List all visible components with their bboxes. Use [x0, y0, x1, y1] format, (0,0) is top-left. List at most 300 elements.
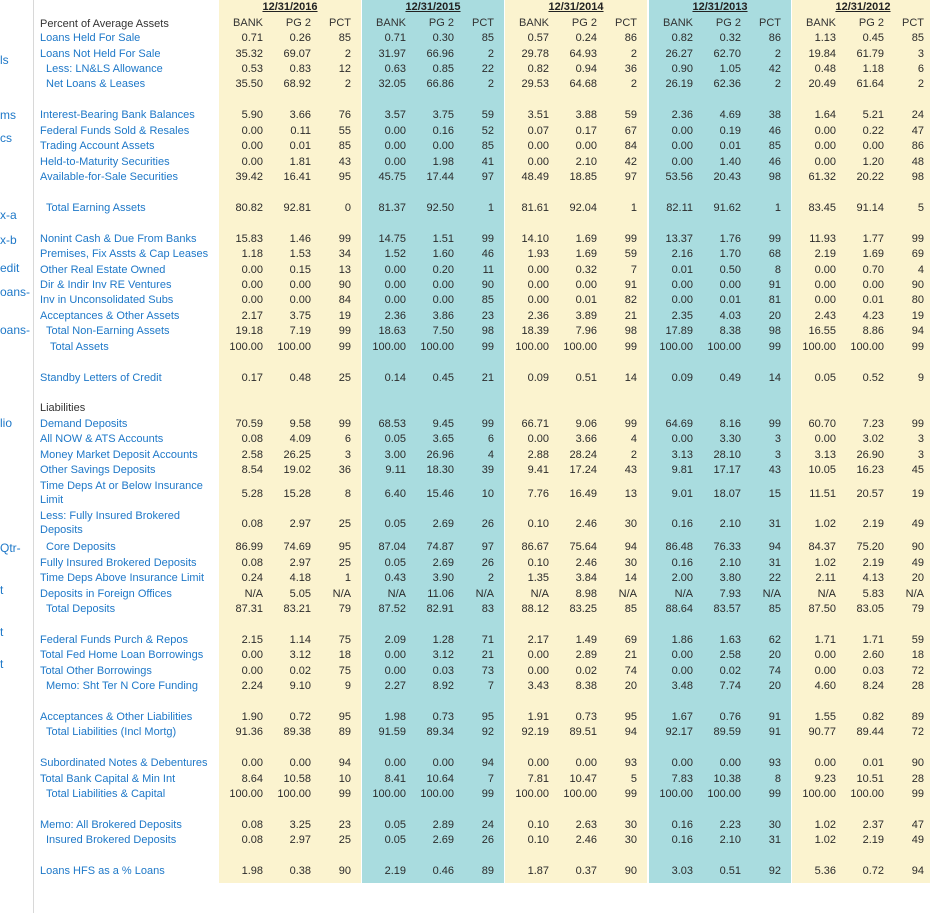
- bank-col-header: BANK: [663, 17, 693, 29]
- row-label[interactable]: Dir & Indir Inv RE Ventures: [40, 279, 172, 291]
- bank-value: 2.58: [241, 449, 263, 461]
- bank-col-header: BANK: [376, 17, 406, 29]
- percentile-value: 1: [487, 202, 494, 214]
- bank-value: 0.08: [241, 518, 263, 530]
- peer-value: 5.21: [862, 109, 884, 121]
- peer-value: 20.57: [856, 488, 884, 500]
- percentile-value: 79: [338, 603, 351, 615]
- row-label[interactable]: All NOW & ATS Accounts: [40, 433, 164, 445]
- peer-value: 100.00: [707, 341, 741, 353]
- percentile-value: 4: [630, 433, 637, 445]
- peer-value: 0.15: [289, 264, 311, 276]
- row-label[interactable]: Memo: Sht Ter N Core Funding: [46, 680, 199, 692]
- bank-value: 3.48: [671, 680, 693, 692]
- peer-value: 15.46: [426, 488, 454, 500]
- peer-value: 1.81: [289, 156, 311, 168]
- row-label[interactable]: Other Savings Deposits: [40, 464, 156, 476]
- stub-fragment: t: [0, 657, 4, 671]
- peer-value: 2.23: [719, 819, 741, 831]
- peer-value: 0.38: [289, 865, 311, 877]
- peer-value: 0.73: [432, 711, 454, 723]
- stub-fragment: ls: [0, 53, 9, 67]
- percentile-value: 94: [624, 726, 637, 738]
- peer-value: 2.69: [432, 518, 454, 530]
- bank-value: 0.01: [671, 264, 693, 276]
- peer-value: 2.46: [575, 557, 597, 569]
- percentile-value: 81: [768, 294, 781, 306]
- bank-col-header: BANK: [233, 17, 263, 29]
- bank-value: 0.00: [527, 294, 549, 306]
- row-label[interactable]: Demand Deposits: [40, 418, 128, 430]
- bank-value: 0.00: [241, 757, 263, 769]
- bank-value: 0.00: [671, 294, 693, 306]
- percentile-value: 83: [481, 603, 494, 615]
- percentile-value: 72: [911, 726, 924, 738]
- peer-value: 0.00: [862, 279, 884, 291]
- row-label[interactable]: Insured Brokered Deposits: [46, 834, 177, 846]
- row-label[interactable]: Total Other Borrowings: [40, 665, 152, 677]
- row-label[interactable]: Total Liabilities & Capital: [46, 788, 166, 800]
- peer-value: 1.46: [289, 233, 311, 245]
- percentile-value: 23: [481, 310, 494, 322]
- bank-value: 87.50: [808, 603, 836, 615]
- peer-value: 1.18: [862, 63, 884, 75]
- bank-value: 0.08: [241, 834, 263, 846]
- percentile-value: 91: [768, 726, 781, 738]
- peer-value: 1.76: [719, 233, 741, 245]
- bank-value: 0.00: [671, 649, 693, 661]
- pct-col-header: PCT: [759, 17, 781, 29]
- peer-value: 2.19: [862, 557, 884, 569]
- percentile-value: 69: [624, 634, 637, 646]
- row-label[interactable]: Total Liabilities (Incl Mortg): [46, 726, 177, 738]
- bank-value: 0.00: [814, 279, 836, 291]
- percentile-value: 71: [481, 634, 494, 646]
- percentile-value: 94: [338, 757, 351, 769]
- bank-value: 87.04: [378, 541, 406, 553]
- percentile-value: 3: [774, 433, 781, 445]
- percentile-value: 99: [768, 341, 781, 353]
- percentile-value: 90: [911, 541, 924, 553]
- row-label[interactable]: Less: LN&LS Allowance: [46, 63, 163, 75]
- bank-value: 7.83: [671, 773, 693, 785]
- percentile-value: 99: [338, 788, 351, 800]
- peer-value: 3.66: [289, 109, 311, 121]
- bank-value: 0.00: [384, 125, 406, 137]
- percentile-value: 75: [338, 665, 351, 677]
- row-label[interactable]: Trading Account Assets: [40, 140, 155, 152]
- peer-value: 2.89: [432, 819, 454, 831]
- peer-value: 2.89: [575, 649, 597, 661]
- bank-value: 0.00: [384, 264, 406, 276]
- bank-value: 1.93: [527, 248, 549, 260]
- row-label[interactable]: Memo: All Brokered Deposits: [40, 819, 182, 831]
- bank-value: 0.63: [384, 63, 406, 75]
- peer-value: 0.51: [575, 372, 597, 384]
- bank-value: 8.41: [384, 773, 406, 785]
- percentile-value: 99: [624, 233, 637, 245]
- percentile-value: 25: [338, 518, 351, 530]
- percentile-value: 3: [917, 48, 924, 60]
- bank-value: 5.28: [241, 488, 263, 500]
- bank-value: 31.97: [378, 48, 406, 60]
- peer-value: 1.69: [575, 233, 597, 245]
- peer-value: 100.00: [420, 341, 454, 353]
- bank-value: 100.00: [802, 341, 836, 353]
- bank-value: 0.71: [384, 32, 406, 44]
- bank-value: 9.41: [527, 464, 549, 476]
- peer-value: 83.05: [856, 603, 884, 615]
- bank-value: 0.00: [241, 665, 263, 677]
- bank-value: 48.49: [521, 171, 549, 183]
- peer-value: 7.50: [432, 325, 454, 337]
- percentile-value: 10: [481, 488, 494, 500]
- bank-value: 0.00: [241, 125, 263, 137]
- row-label[interactable]: Held-to-Maturity Securities: [40, 156, 170, 168]
- percentile-value: 9: [917, 372, 924, 384]
- bank-value: 0.00: [527, 649, 549, 661]
- bank-value: 86.67: [521, 541, 549, 553]
- peer-value: 10.64: [426, 773, 454, 785]
- stub-fragment: t: [0, 625, 4, 639]
- bank-value: 3.57: [384, 109, 406, 121]
- bank-value: 0.00: [671, 140, 693, 152]
- peer-value: 64.68: [569, 78, 597, 90]
- bank-value: 10.05: [808, 464, 836, 476]
- peer-value: 4.13: [862, 572, 884, 584]
- bank-value: 0.00: [384, 156, 406, 168]
- peer-value: 69.07: [283, 48, 311, 60]
- row-label[interactable]: Time Deps Above Insurance Limit: [40, 572, 205, 584]
- bank-value: 17.89: [665, 325, 693, 337]
- peer-value: 9.10: [289, 680, 311, 692]
- bank-value: 7.76: [527, 488, 549, 500]
- bank-value: 8.54: [241, 464, 263, 476]
- row-label[interactable]: Deposits in Foreign Offices: [40, 588, 172, 600]
- peer-value: 0.45: [862, 32, 884, 44]
- peer-value: 2.10: [719, 557, 741, 569]
- percentile-value: 85: [768, 140, 781, 152]
- bank-value: 18.39: [521, 325, 549, 337]
- percentile-value: 91: [624, 279, 637, 291]
- peer-value: 0.48: [289, 372, 311, 384]
- row-label[interactable]: Less: Fully Insured Brokered Deposits: [40, 510, 181, 536]
- percentile-value: 98: [624, 325, 637, 337]
- peer-value: 8.92: [432, 680, 454, 692]
- percentile-value: 95: [624, 711, 637, 723]
- bank-value: 100.00: [515, 788, 549, 800]
- percentile-value: 14: [624, 372, 637, 384]
- percentile-value: 86: [911, 140, 924, 152]
- bank-value: 0.00: [384, 294, 406, 306]
- pct-col-header: PCT: [329, 17, 351, 29]
- percentile-value: 24: [911, 109, 924, 121]
- bank-value: N/A: [244, 588, 263, 600]
- percentile-value: 46: [768, 156, 781, 168]
- bank-value: 0.57: [527, 32, 549, 44]
- bank-value: 61.32: [808, 171, 836, 183]
- percentile-value: 36: [338, 464, 351, 476]
- row-label[interactable]: Net Loans & Leases: [46, 78, 146, 90]
- percentile-value: 99: [338, 325, 351, 337]
- bank-value: 70.59: [235, 418, 263, 430]
- percentile-value: 19: [911, 310, 924, 322]
- peer-value: 91.62: [713, 202, 741, 214]
- row-label[interactable]: Total Fed Home Loan Borrowings: [40, 649, 204, 661]
- bank-value: 1.98: [241, 865, 263, 877]
- peer-value: 10.51: [856, 773, 884, 785]
- peer-value: 16.49: [569, 488, 597, 500]
- peer-value: 0.32: [575, 264, 597, 276]
- percentile-value: 95: [338, 171, 351, 183]
- percentile-value: 34: [338, 248, 351, 260]
- stub-fragment: Qtr-: [0, 541, 21, 555]
- peer-value: 74.69: [283, 541, 311, 553]
- percentile-value: 46: [768, 125, 781, 137]
- bank-value: 0.05: [384, 834, 406, 846]
- row-label[interactable]: Acceptances & Other Liabilities: [40, 711, 193, 723]
- peer-value: 7.96: [575, 325, 597, 337]
- percentile-value: 15: [768, 488, 781, 500]
- peer-value: 0.01: [719, 294, 741, 306]
- percentile-value: 99: [911, 788, 924, 800]
- peer-value: 83.57: [713, 603, 741, 615]
- percentile-value: 10: [338, 773, 351, 785]
- bank-value: 39.42: [235, 171, 263, 183]
- percentile-value: 94: [624, 541, 637, 553]
- row-label[interactable]: Total Earning Assets: [46, 202, 146, 214]
- bank-value: 3.51: [527, 109, 549, 121]
- peer-value: 2.69: [432, 834, 454, 846]
- bank-value: 0.09: [527, 372, 549, 384]
- row-label[interactable]: Premises, Fix Assts & Cap Leases: [40, 248, 209, 260]
- percentile-value: 90: [481, 279, 494, 291]
- row-label[interactable]: Acceptances & Other Assets: [40, 310, 180, 322]
- bank-value: 14.10: [521, 233, 549, 245]
- percentile-value: 80: [911, 294, 924, 306]
- bank-value: 100.00: [229, 788, 263, 800]
- peer-value: 1.53: [289, 248, 311, 260]
- percentile-value: 25: [338, 834, 351, 846]
- bank-value: 0.16: [671, 557, 693, 569]
- peer-value: 0.02: [289, 665, 311, 677]
- peer-value: 0.46: [432, 865, 454, 877]
- peer-value: 0.00: [289, 757, 311, 769]
- stub-divider: [33, 0, 34, 913]
- bank-value: 0.05: [384, 557, 406, 569]
- percentile-value: 2: [774, 78, 781, 90]
- percentile-value: 45: [911, 464, 924, 476]
- peer-value: 0.02: [575, 665, 597, 677]
- percentile-value: 20: [768, 680, 781, 692]
- peer-value: 0.01: [575, 294, 597, 306]
- peer-value: 0.16: [432, 125, 454, 137]
- percentile-value: 90: [911, 279, 924, 291]
- bank-value: 3.03: [671, 865, 693, 877]
- peer-value: 8.38: [575, 680, 597, 692]
- row-label[interactable]: Federal Funds Sold & Resales: [40, 125, 190, 137]
- bank-value: 20.49: [808, 78, 836, 90]
- bank-value: 5.90: [241, 109, 263, 121]
- row-label[interactable]: Federal Funds Purch & Repos: [40, 634, 188, 646]
- peer-value: 0.03: [862, 665, 884, 677]
- bank-value: N/A: [674, 588, 693, 600]
- row-label[interactable]: Total Bank Capital & Min Int: [40, 773, 176, 785]
- peer-value: 3.65: [432, 433, 454, 445]
- bank-col-header: BANK: [806, 17, 836, 29]
- row-label[interactable]: Other Real Estate Owned: [40, 264, 166, 276]
- row-label[interactable]: Interest-Bearing Bank Balances: [40, 109, 195, 121]
- percentile-value: N/A: [905, 588, 924, 600]
- percentile-value: 43: [624, 464, 637, 476]
- row-label[interactable]: Nonint Cash & Due From Banks: [40, 233, 197, 245]
- row-label[interactable]: Time Deps At or Below Insurance Limit: [40, 480, 203, 506]
- peer-value: 4.23: [862, 310, 884, 322]
- bank-value: 9.11: [385, 464, 406, 476]
- stub-fragment: cs: [0, 131, 12, 145]
- percentile-value: 8: [344, 488, 351, 500]
- percentile-value: 99: [481, 788, 494, 800]
- bank-value: 100.00: [515, 341, 549, 353]
- bank-value: 0.00: [814, 125, 836, 137]
- period-date-header: 12/31/2012: [835, 1, 891, 13]
- row-label[interactable]: Loans HFS as a % Loans: [40, 865, 165, 877]
- percentile-value: 90: [911, 757, 924, 769]
- bank-value: 19.84: [808, 48, 836, 60]
- row-label[interactable]: Money Market Deposit Accounts: [40, 449, 198, 461]
- row-label[interactable]: Total Assets: [50, 341, 109, 353]
- row-label[interactable]: Fully Insured Brokered Deposits: [40, 557, 197, 569]
- peer-value: 8.24: [862, 680, 884, 692]
- bank-value: 1.35: [527, 572, 549, 584]
- row-label[interactable]: Inv in Unconsolidated Subs: [40, 294, 174, 306]
- bank-value: 0.00: [241, 294, 263, 306]
- peer-value: 0.85: [432, 63, 454, 75]
- percentile-value: 49: [911, 518, 924, 530]
- peer-value: 89.44: [856, 726, 884, 738]
- stub-fragment: oans-: [0, 285, 31, 299]
- bank-value: 2.15: [241, 634, 263, 646]
- row-label[interactable]: Total Non-Earning Assets: [46, 325, 170, 337]
- peer-value: 61.79: [856, 48, 884, 60]
- peer-value: 0.73: [575, 711, 597, 723]
- peer-value: 100.00: [850, 788, 884, 800]
- percentile-value: 59: [481, 109, 494, 121]
- peer-value: 0.01: [862, 757, 884, 769]
- percentile-value: 97: [481, 171, 494, 183]
- percentile-value: 20: [768, 649, 781, 661]
- stub-fragment: oans-: [0, 323, 31, 337]
- percentile-value: 42: [768, 63, 781, 75]
- peer-value: 16.41: [283, 171, 311, 183]
- row-label[interactable]: Standby Letters of Credit: [40, 372, 162, 384]
- percentile-value: 95: [338, 541, 351, 553]
- percentile-value: 90: [338, 279, 351, 291]
- left-stub-panel: [0, 0, 34, 913]
- percentile-value: 98: [768, 171, 781, 183]
- bank-value: 0.10: [527, 819, 549, 831]
- peer-value: 1.69: [862, 248, 884, 260]
- percentile-value: 23: [338, 819, 351, 831]
- bank-value: 1.55: [814, 711, 836, 723]
- percentile-value: 2: [630, 78, 637, 90]
- peer-value: 2.97: [289, 518, 311, 530]
- peer-value: 89.38: [283, 726, 311, 738]
- percentile-value: 99: [338, 341, 351, 353]
- bank-value: 2.00: [671, 572, 693, 584]
- peer-value: 0.24: [575, 32, 597, 44]
- percentile-value: 30: [624, 518, 637, 530]
- row-label[interactable]: Core Deposits: [46, 541, 116, 553]
- peer-value: 28.24: [569, 449, 597, 461]
- bank-value: 32.05: [378, 78, 406, 90]
- percentile-value: 6: [344, 433, 351, 445]
- bank-value: 2.09: [384, 634, 406, 646]
- percentile-value: 76: [338, 109, 351, 121]
- peer-value: 0.00: [862, 140, 884, 152]
- percentile-value: 84: [338, 294, 351, 306]
- percentile-value: 5: [917, 202, 924, 214]
- percentile-value: 94: [911, 325, 924, 337]
- bank-value: 66.71: [521, 418, 549, 430]
- percentile-value: 90: [338, 865, 351, 877]
- peer-value: 0.03: [432, 665, 454, 677]
- percentile-value: 91: [768, 711, 781, 723]
- bank-value: 16.55: [808, 325, 836, 337]
- peer-value: 0.72: [862, 865, 884, 877]
- percentile-value: 85: [481, 294, 494, 306]
- bank-value: 0.08: [241, 819, 263, 831]
- row-label[interactable]: Subordinated Notes & Debentures: [40, 757, 208, 769]
- row-label[interactable]: Loans Held For Sale: [40, 32, 141, 44]
- bank-value: 1.64: [814, 109, 836, 121]
- bank-value: 5.36: [814, 865, 836, 877]
- bank-value: 0.00: [384, 757, 406, 769]
- row-label[interactable]: Loans Not Held For Sale: [40, 48, 161, 60]
- peer-value: 82.91: [426, 603, 454, 615]
- bank-value: 100.00: [659, 341, 693, 353]
- peer-value: 89.59: [713, 726, 741, 738]
- bank-value: 0.00: [671, 665, 693, 677]
- bank-value: 0.00: [814, 665, 836, 677]
- peer-value: 3.90: [432, 572, 454, 584]
- bank-value: 1.87: [527, 865, 549, 877]
- peer-value: 8.38: [719, 325, 741, 337]
- ratio-table: [36, 0, 930, 913]
- row-label[interactable]: Available-for-Sale Securities: [40, 171, 178, 183]
- peer-value: 7.23: [862, 418, 884, 430]
- percentile-value: 13: [338, 264, 351, 276]
- peer-value: 10.58: [283, 773, 311, 785]
- percentile-value: 49: [911, 834, 924, 846]
- peer-value: 4.09: [289, 433, 311, 445]
- peer-value: 0.00: [432, 279, 454, 291]
- percentile-value: 48: [911, 156, 924, 168]
- bank-value: 3.13: [814, 449, 836, 461]
- bank-value: 0.10: [527, 557, 549, 569]
- bank-value: 2.16: [671, 248, 693, 260]
- bank-value: 53.56: [665, 171, 693, 183]
- peer-value: 9.06: [575, 418, 597, 430]
- row-label[interactable]: Total Deposits: [46, 603, 116, 615]
- bank-value: 0.17: [241, 372, 263, 384]
- bank-value: 9.01: [671, 488, 693, 500]
- percentile-value: N/A: [762, 588, 781, 600]
- peer-value: 1.60: [432, 248, 454, 260]
- peer-value: 2.19: [862, 834, 884, 846]
- bank-value: 0.05: [384, 433, 406, 445]
- stub-fragment: edit: [0, 261, 20, 275]
